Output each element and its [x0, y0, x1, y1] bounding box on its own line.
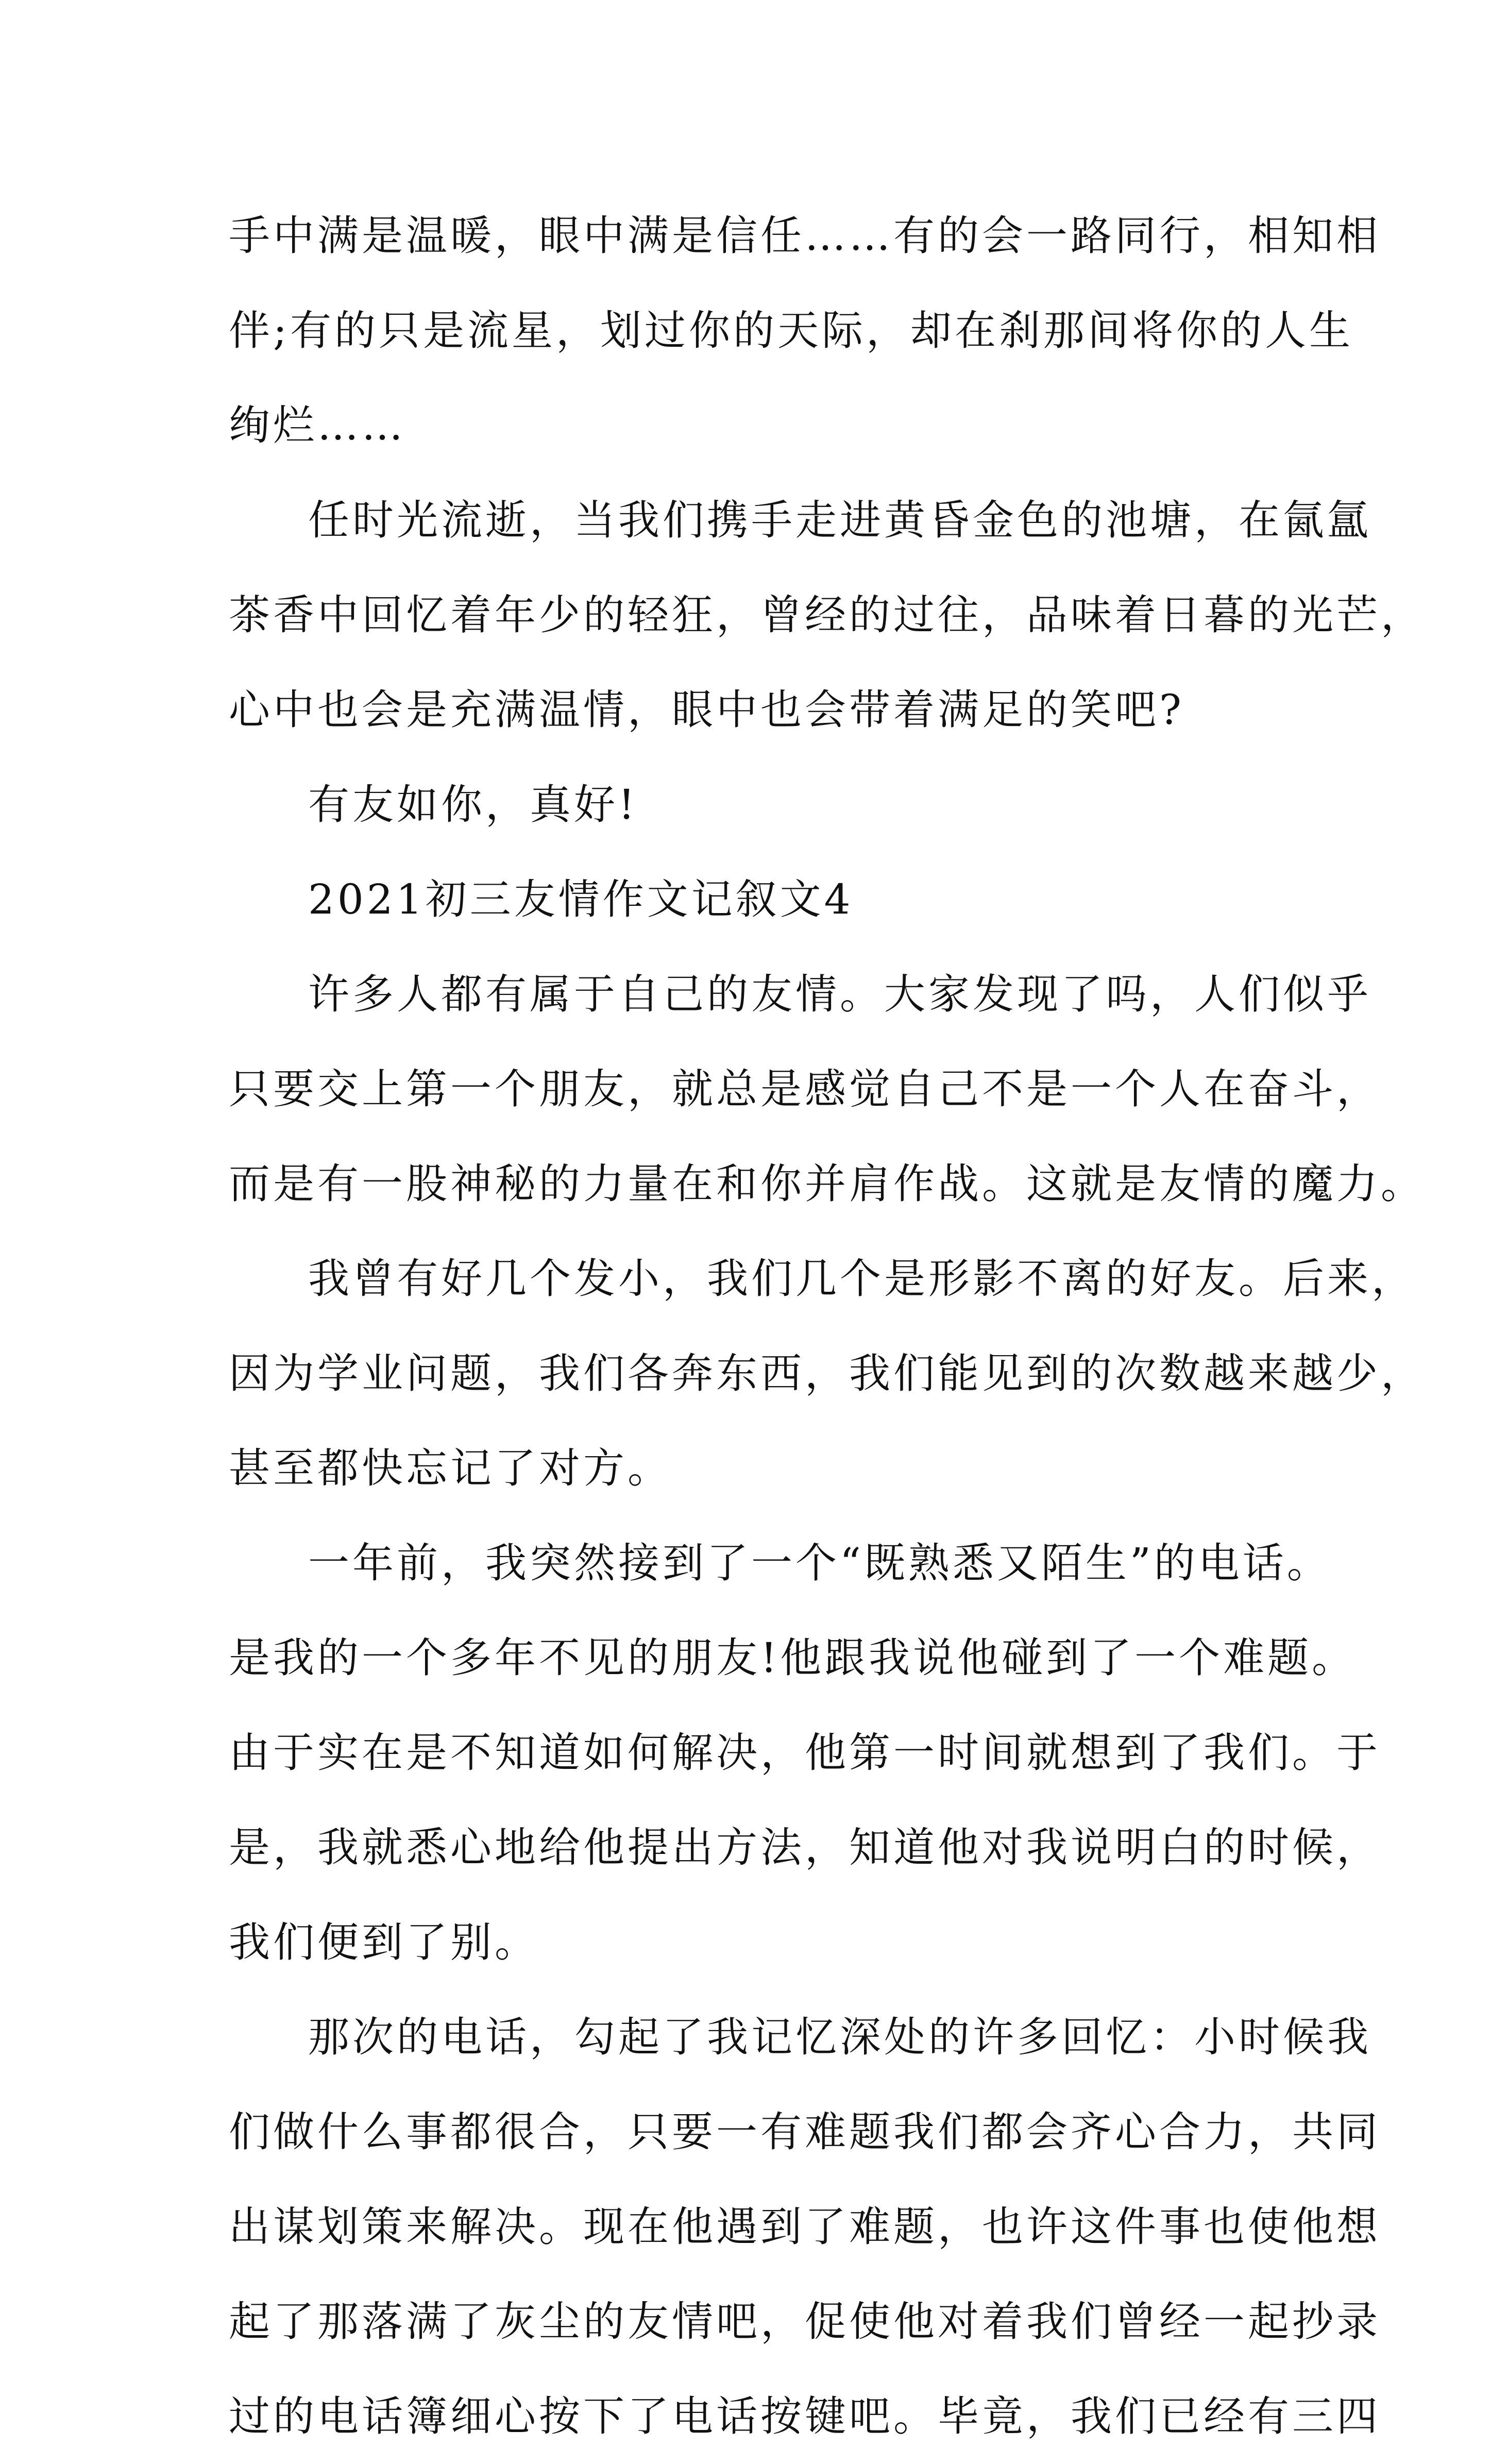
text-line: 我曾有好几个发小，我们几个是形影不离的好友。后来，: [308, 1255, 1416, 1303]
text-line: 过的电话簿细心按下了电话按键吧。毕竟，我们已经有三四: [229, 2392, 1381, 2440]
text-line: 只要交上第一个朋友，就总是感觉自己不是一个人在奋斗，: [229, 1065, 1381, 1113]
paragraph: [229, 1231, 1425, 1516]
text-line: 一年前，我突然接到了一个“既熟悉又陌生”的电话。: [308, 1539, 1331, 1587]
text-line: 茶香中回忆着年少的轻狂，曾经的过往，品味着日暮的光芒，: [229, 591, 1425, 639]
paragraph: [229, 947, 1425, 1231]
text-line: 们做什么事都很合，只要一有难题我们都会齐心合力，共同: [229, 2108, 1381, 2156]
paragraph: [229, 473, 1425, 757]
text-line: 甚至都快忘记了对方。: [229, 1444, 672, 1492]
paragraph: [229, 189, 1381, 473]
text-line: 因为学业问题，我们各奔东西，我们能见到的次数越来越少，: [229, 1349, 1425, 1397]
text-line: 而是有一股神秘的力量在和你并肩作战。这就是友情的魔力。: [229, 1160, 1425, 1208]
text-line: 那次的电话，勾起了我记忆深处的许多回忆：小时候我: [308, 2013, 1371, 2061]
text-line: 有友如你，真好!: [308, 781, 638, 829]
text-line: 心中也会是充满温情，眼中也会带着满足的笑吧?: [229, 686, 1184, 734]
text-line: 由于实在是不知道如何解决，他第一时间就想到了我们。于: [229, 1729, 1381, 1777]
section-heading: [229, 852, 1280, 947]
document-body: [229, 189, 1425, 2464]
text-line: 是，我就悉心地给他提出方法，知道他对我说明白的时候，: [229, 1824, 1381, 1871]
text-line: 手中满是温暖，眼中满是信任……有的会一路同行，相知相: [229, 212, 1381, 260]
text-line: 许多人都有属于自己的友情。大家发现了吗，人们似乎: [308, 970, 1371, 1018]
paragraph: [229, 1516, 1381, 1990]
text-line: 伴;有的只是流星，划过你的天际，却在刹那间将你的人生: [229, 307, 1353, 355]
text-line: 起了那落满了灰尘的友情吧，促使他对着我们曾经一起抄录: [229, 2298, 1381, 2345]
paragraph: [229, 1990, 1381, 2464]
text-line: 是我的一个多年不见的朋友!他跟我说他碰到了一个难题。: [229, 1634, 1357, 1682]
text-line: 绚烂……: [229, 401, 406, 449]
text-line: 出谋划策来解决。现在他遇到了难题，也许这件事也使他想: [229, 2203, 1381, 2251]
paragraph: [229, 757, 1280, 852]
text-line: 我们便到了别。: [229, 1918, 539, 1966]
heading-line: 2021初三友情作文记叙文4: [308, 875, 854, 923]
text-line: 任时光流逝，当我们携手走进黄昏金色的池塘，在氤氲: [308, 496, 1371, 544]
